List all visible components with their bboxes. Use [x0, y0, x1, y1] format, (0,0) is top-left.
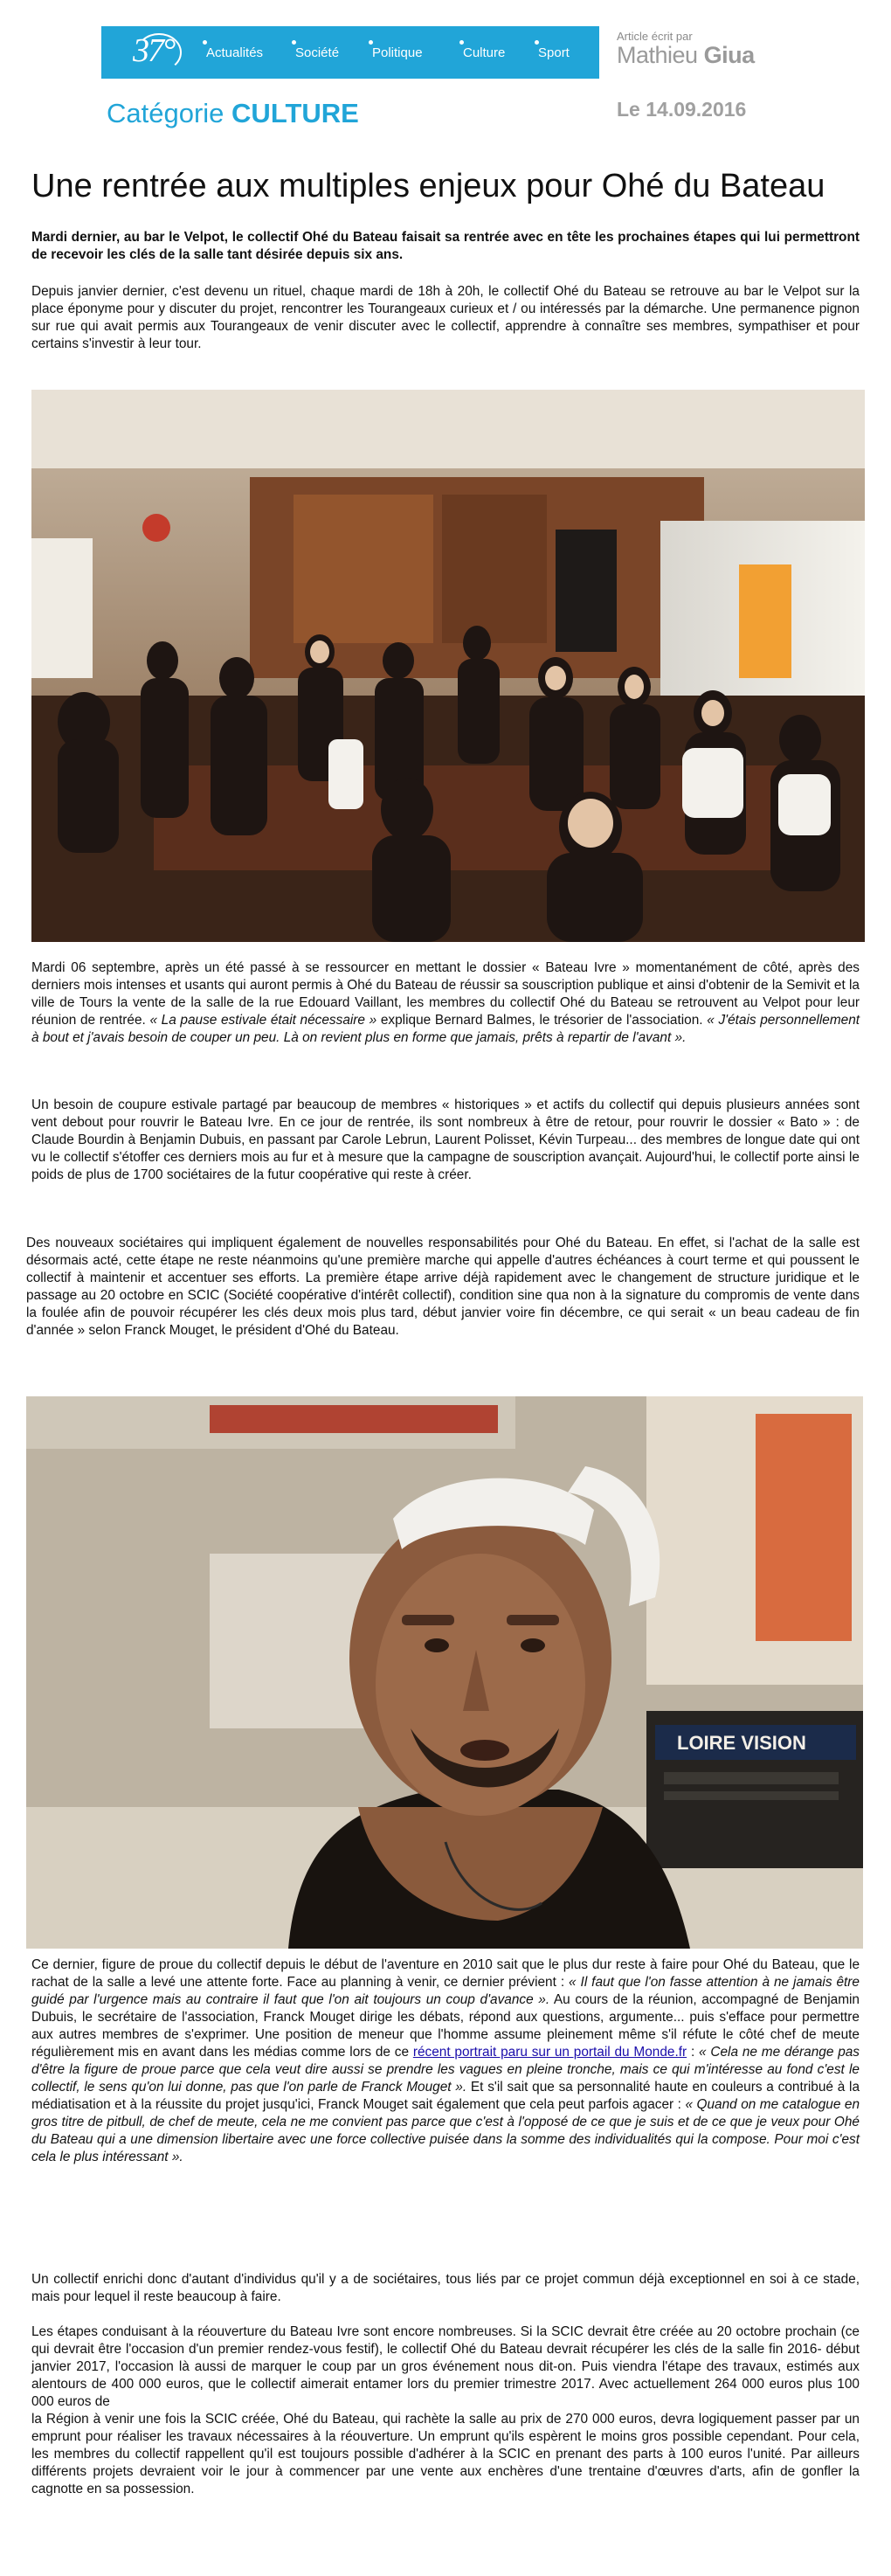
portrait-photo-illustration [26, 1396, 863, 1949]
paragraph-5-text-b: Au cours de la réunion, accompagné de Benjamin Dubuis, le secrétaire de l'association, Franck Mouget dirige les débats, répond aux questions, argumente... puis s'efface pour permettre aux autres membres de s'exprimer. Une position de meneur que l'homme assume pleinement même s'il réfute le côté chef de meute régulièrement mis en avant dans les médias comme lors de ce [31, 1992, 860, 2060]
paragraph-5-text-c: : [690, 2045, 695, 2060]
paragraph-2-quote-1: « La pause estivale était nécessaire » [149, 1013, 377, 1028]
paragraph-2-text-a: Mardi 06 septembre, après un été passé à se ressourcer en mettant le dossier « Bateau Ivre » momentanément de côté, après des derniers mois intenses et usants qui auront permis à Ohé du Bateau de réussir sa souscription publique et ainsi d'obtenir de la Semivit et la ville de Tours la vente de la salle de la rue Edouard Vaillant, les membres du collectif Ohé du Bateau se retrouvent au Velpot pour leur réunion de rentrée. [31, 960, 860, 1028]
nav-item-politique[interactable]: Politique [372, 45, 423, 60]
publication-date: Le 14.09.2016 [617, 98, 747, 121]
paragraph-7 [31, 2323, 860, 2411]
shop-sign-text: LOIRE VISION [677, 1732, 806, 1754]
paragraph-5-body [31, 1956, 860, 2166]
paragraph-6-text: Un collectif enrichi donc d'autant d'individus qu'il y a de sociétaires, tous liés par ce projet commun déjà exceptionnel en soi à ce stade, mais pour lequel il reste beaucoup à faire. [31, 2272, 860, 2304]
paragraph-5 [31, 1956, 860, 2166]
author-first-name: Mathieu [617, 42, 698, 68]
paragraph-5-quote-3: « Quand on me catalogue en gros titre de pitbull, de chef de meute, cela ne me convient pas parce que c'est à l'opposé de ce que je suis et de ce que je veux pour Ohé du Bateau qui a une dimension libertaire avec une force collective puisée dans la somme des individualités qui la compose. Pour moi c'est cela le plus intéressant ». [31, 2097, 860, 2164]
portrait-photo [26, 1396, 863, 1949]
meeting-photo [31, 390, 865, 942]
site-navbar [101, 26, 599, 79]
main-nav [101, 45, 599, 63]
byline-label: Article écrit par [617, 30, 693, 43]
paragraph-8 [31, 2411, 860, 2498]
article-lead [31, 229, 860, 264]
lead-text: Mardi dernier, au bar le Velpot, le collectif Ohé du Bateau faisait sa rentrée avec en tête les prochaines étapes qui lui permettront de recevoir les clés de la salle tant désirée depuis six ans. [31, 230, 860, 262]
paragraph-2 [31, 959, 860, 1047]
logo-text: 37° [133, 32, 175, 69]
paragraph-2-text-b: explique Bernard Balmes, le trésorier de l'association. [380, 1013, 703, 1028]
category-label: Catégorie [107, 98, 224, 128]
category-name[interactable]: CULTURE [231, 98, 359, 128]
nav-item-sport[interactable]: Sport [538, 45, 570, 60]
author-byline [617, 30, 791, 69]
paragraph-1 [31, 283, 860, 353]
nav-item-actualites[interactable]: Actualités [206, 45, 264, 60]
nav-item-culture[interactable]: Culture [463, 45, 506, 60]
paragraph-8-text: la Région à venir une fois la SCIC créée, Ohé du Bateau, qui rachète la salle au prix de 270 000 euros, devra logiquement passer par un emprunt pour réaliser les travaux nécessaires à la réouverture. Un emprunt qu'ils espèrent le moins gros possible cependant. Pour cela, les membres du collectif rappellent qu'il est toujours possible d'adhérer à la SCIC en prenant des parts à 100 euros l'unité. Par ailleurs différents projets devraient voir le jour à commencer par une vente aux enchères d'une trentaine d'œuvres d'arts, afin de gonfler la cagnotte en sa possession. [31, 2412, 860, 2496]
paragraph-5-text-a: Ce dernier, figure de proue du collectif depuis le début de l'aventure en 2010 sait que le plus dur reste à faire pour Ohé du Bateau, que le rachat de la salle a levé une attente forte. Face au planning à venir, ce dernier prévient : [31, 1957, 860, 1990]
paragraph-5-text-d: Et s'il sait que sa personnalité haute en couleurs a contribué à la médiatisation et à la réussite du projet jusqu'ici, Franck Mouget sait également que cela peut parfois agacer : [31, 2080, 860, 2112]
paragraph-3-text: Un besoin de coupure estivale partagé par beaucoup de membres « historiques » et actifs du collectif qui depuis plusieurs années sont vent debout pour rouvrir le Bateau Ivre. En ce jour de rentrée, ils sont nombreux à être de retour, pour rouvrir le dossier « Bato » : de Claude Bourdin à Benjamin Dubuis, en passant par Carole Lebrun, Laurent Polisset, Kévin Turpeau... des membres de longue date qui ont vu le collectif s'étoffer ces derniers mois au fur et à mesure que la campagne de souscription avançait. Aujourd'hui, le collectif porte ainsi le poids de plus de 1700 sociétaires de la futur coopérative qui reste à créer. [31, 1098, 860, 1182]
paragraph-6 [31, 2271, 860, 2306]
paragraph-7-text: Les étapes conduisant à la réouverture du Bateau Ivre sont encore nombreuses. Si la SCIC devrait être créée au 20 octobre prochain (ce qui devrait être l'occasion d'un premier rendez-vous festif), le collectif Ohé du Bateau devrait récupérer les clés de la salle fin 2016- début janvier 2017, l'occasion là aussi de marquer le coup par un gros événement nous dit-on. Puis viendra l'étape des travaux, estimés aux alentours de 400 000 euros, que le collectif aimerait entamer lors du premier trimestre 2017. Avec actuellement 264 000 euros plus 100 000 euros de [31, 2324, 860, 2409]
paragraph-3 [31, 1097, 860, 1184]
author-last-name: Giua [703, 42, 755, 68]
paragraph-4 [26, 1235, 860, 1340]
paragraph-2-body [31, 959, 860, 1047]
monde-portrait-link[interactable]: récent portrait paru sur un portail du Monde.fr [412, 2045, 687, 2060]
paragraph-1-text: Depuis janvier dernier, c'est devenu un rituel, chaque mardi de 18h à 20h, le collectif Ohé du Bateau se retrouve au bar le Velpot sur la place éponyme pour y discuter du projet, rencontrer les Tourangeaux curieux et / ou intéressés par la démarche. Une permanence pignon sur rue qui avait permis aux Tourangeaux de venir discuter avec le collectif, apprendre à connaître ses membres, sympathiser et pour certains s'investir à leur tour. [31, 284, 860, 351]
article-title: Une rentrée aux multiples enjeux pour Ohé du Bateau [31, 168, 825, 204]
meeting-photo-illustration [31, 390, 865, 942]
paragraph-4-text: Des nouveaux sociétaires qui impliquent également de nouvelles responsabilités pour Ohé du Bateau. En effet, si l'achat de la salle est désormais acté, cette étape ne reste néanmoins qu'une première marche qui appelle d'autres échéances à court terme et qui poussent le collectif à maintenir et accentuer ses efforts. La première étape arrive déjà rapidement avec le changement de structure juridique et le passage au 20 octobre en SCIC (Société coopérative d'intérêt collectif), condition sine qua non à la signature du compromis de vente dans la foulée afin de pouvoir récupérer les clés deux mois plus tard, début janvier voire fin décembre, ce qui serait « un beau cadeau de fin d'année » selon Franck Mouget, le président d'Ohé du Bateau. [26, 1236, 860, 1338]
author-name[interactable] [617, 42, 791, 69]
nav-item-societe[interactable]: Société [295, 45, 340, 60]
category-heading [107, 98, 359, 129]
paragraph-5-quote-2: « Cela ne me dérange pas d'être la figure de proue parce que cela veut dire aussi se prendre les vagues en pleine tronche, mais ce qui m'intéresse au fond c'est le collectif, le sens qu'on lui donne, pas que l'on parle de Franck Mouget ». [31, 2045, 860, 2095]
paragraph-5-quote-1: « Il faut que l'on fasse attention à ne jamais être guidé par l'urgence mais au contraire il faut que l'on ait toujours un coup d'avance ». [31, 1975, 860, 2007]
paragraph-2-quote-2: « J'étais personnellement à bout et j'avais besoin de couper un peu. Là on revient plus en forme que jamais, prêts à repartir de l'avant ». [31, 1013, 860, 1045]
